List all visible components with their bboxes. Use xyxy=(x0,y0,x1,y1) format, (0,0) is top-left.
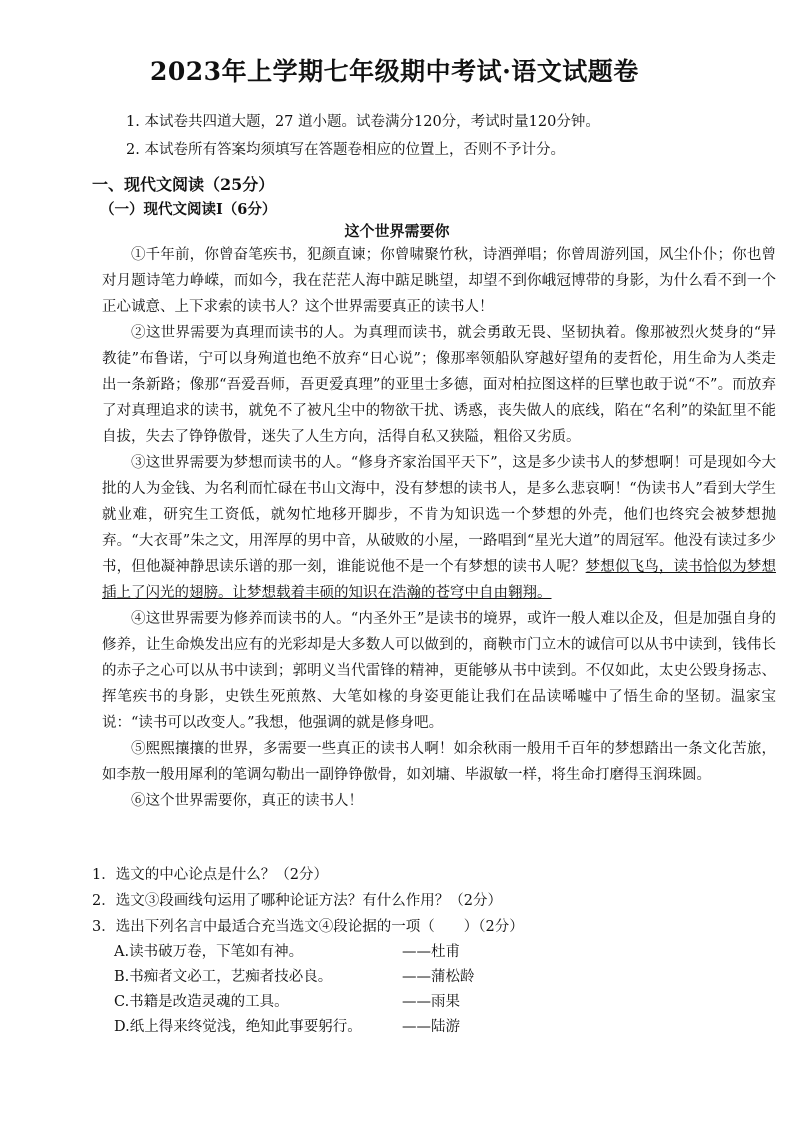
underlined-sentence: 梦想似飞鸟，读书恰似为梦想插上了闪光的翅膀。让梦想载着丰硕的知识在浩瀚的苍穹中自由翱翔。 xyxy=(102,559,777,601)
option-b-text: B.书痴者文必工，艺痴者技必良。 xyxy=(114,969,333,985)
option-a-text: A.读书破万卷，下笔如有神。 xyxy=(114,944,304,960)
paragraph-6: ⑥这个世界需要你，真正的读书人！ xyxy=(131,793,363,809)
option-d xyxy=(92,1015,782,1040)
exam-notes xyxy=(126,108,746,164)
option-a-author: ——杜甫 xyxy=(402,944,460,960)
note-2: 2. 本试卷所有答案均须填写在答题卷相应的位置上，否则不予计分。 xyxy=(126,142,565,158)
paragraph-4: ④这世界需要为修养而读书的人。“内圣外王”是读书的境界，或许一般人难以企及，但是加强自身的修养，让生命焕发出应有的光彩却是大多数人可以做到的，商鞅市门立木的诚信可以从书中读到，钱伟长的赤子之心可以从书中读到；郭明义当代雷锋的精神，更能够从书中读到。不仅如此，太史公毁身扬志、挥笔疾书的身影，史铁生死煎熬、大笔如椽的身姿更能让我们在品读唏嘘中了悟生命的坚韧。温家宝说：“读书可以改变人。”我想，他强调的就是修身吧。 xyxy=(102,611,776,731)
question-2: 2．选文③段画线句运用了哪种论证方法？有什么作用？（2分） xyxy=(92,893,502,909)
questions xyxy=(92,862,782,1040)
exam-title: 2023年上学期七年级期中考试·语文试题卷 xyxy=(150,57,639,86)
article-body xyxy=(102,242,776,814)
paragraph-5: ⑤熙熙攘攘的世界，多需要一些真正的读书人啊！如余秋雨一般用千百年的梦想踏出一条文化苦旅，如李敖一般用犀利的笔调勾勒出一副铮铮傲骨，如刘墉、毕淑敏一样，将生命打磨得玉润珠圆。 xyxy=(102,741,776,783)
option-a xyxy=(92,940,782,965)
option-d-author: ——陆游 xyxy=(402,1019,460,1035)
article-title: 这个世界需要你 xyxy=(344,222,450,240)
option-c xyxy=(92,990,782,1015)
option-d-text: D.纸上得来终觉浅，绝知此事要躬行。 xyxy=(114,1019,362,1035)
paragraph-3 xyxy=(102,450,776,606)
option-b xyxy=(92,965,782,990)
paragraph-1: ①千年前，你曾奋笔疾书，犯颜直谏；你曾啸聚竹秋，诗酒弹唱；你曾周游列国，风尘仆仆；你也曾对月题诗笔力峥嵘，而如今，我在茫茫人海中踮足眺望，却望不到你峨冠博带的身影，为什么看不到一个正心诚意、上下求索的读书人？这个世界需要真正的读书人！ xyxy=(102,247,776,315)
paragraph-2: ②这世界需要为真理而读书的人。为真理而读书，就会勇敢无畏、坚韧执着。像那被烈火焚身的“异教徒”布鲁诺，宁可以身殉道也绝不放弃“日心说”；像那率领船队穿越好望角的麦哲伦，用生命为人类走出一条新路；像那“吾爱吾师，吾更爱真理”的亚里士多德，面对柏拉图这样的巨擘也敢于说“不”。而放弃了对真理追求的读书，就免不了被凡尘中的物欲干扰、诱惑，丧失做人的底线，陷在“名利”的染缸里不能自拔，失去了铮铮傲骨，迷失了人生方向，活得自私又狭隘，粗俗又劣质。 xyxy=(102,325,776,445)
question-1: 1．选文的中心论点是什么？（2分） xyxy=(92,867,328,883)
option-b-author: ——蒲松龄 xyxy=(402,969,475,985)
subsection-heading: （一）现代文阅读Ⅰ（6分） xyxy=(100,201,277,218)
note-1: 1. 本试卷共四道大题，27 道小题。试卷满分120分，考试时量120分钟。 xyxy=(126,114,600,130)
option-c-text: C.书籍是改造灵魂的工具。 xyxy=(114,994,289,1010)
paragraph-3-text: ③这世界需要为梦想而读书的人。“修身齐家治国平天下”，这是多少读书人的梦想啊！可是现如今大批的人为金钱、为名利而忙碌在书山文海中，没有梦想的读书人，是多么悲哀啊！“伪读书人”看到大学生就业难，研究生工资低，就匆忙地移开脚步，不肯为知识选一个梦想的外壳，他们也终究会被梦想抛弃。“大衣哥”朱之文，用浑厚的男中音，从破败的小屋，一路唱到“星光大道”的周冠军。他没有读过多少书，但他凝神静思读乐谱的那一刻，谁能说他不是一个有梦想的读书人呢？ xyxy=(102,455,776,575)
option-c-author: ——雨果 xyxy=(402,994,460,1010)
question-3: 3．选出下列名言中最适合充当选文④段论据的一项（ ）（2分） xyxy=(92,919,524,935)
section-heading: 一、现代文阅读（25分） xyxy=(92,175,275,194)
